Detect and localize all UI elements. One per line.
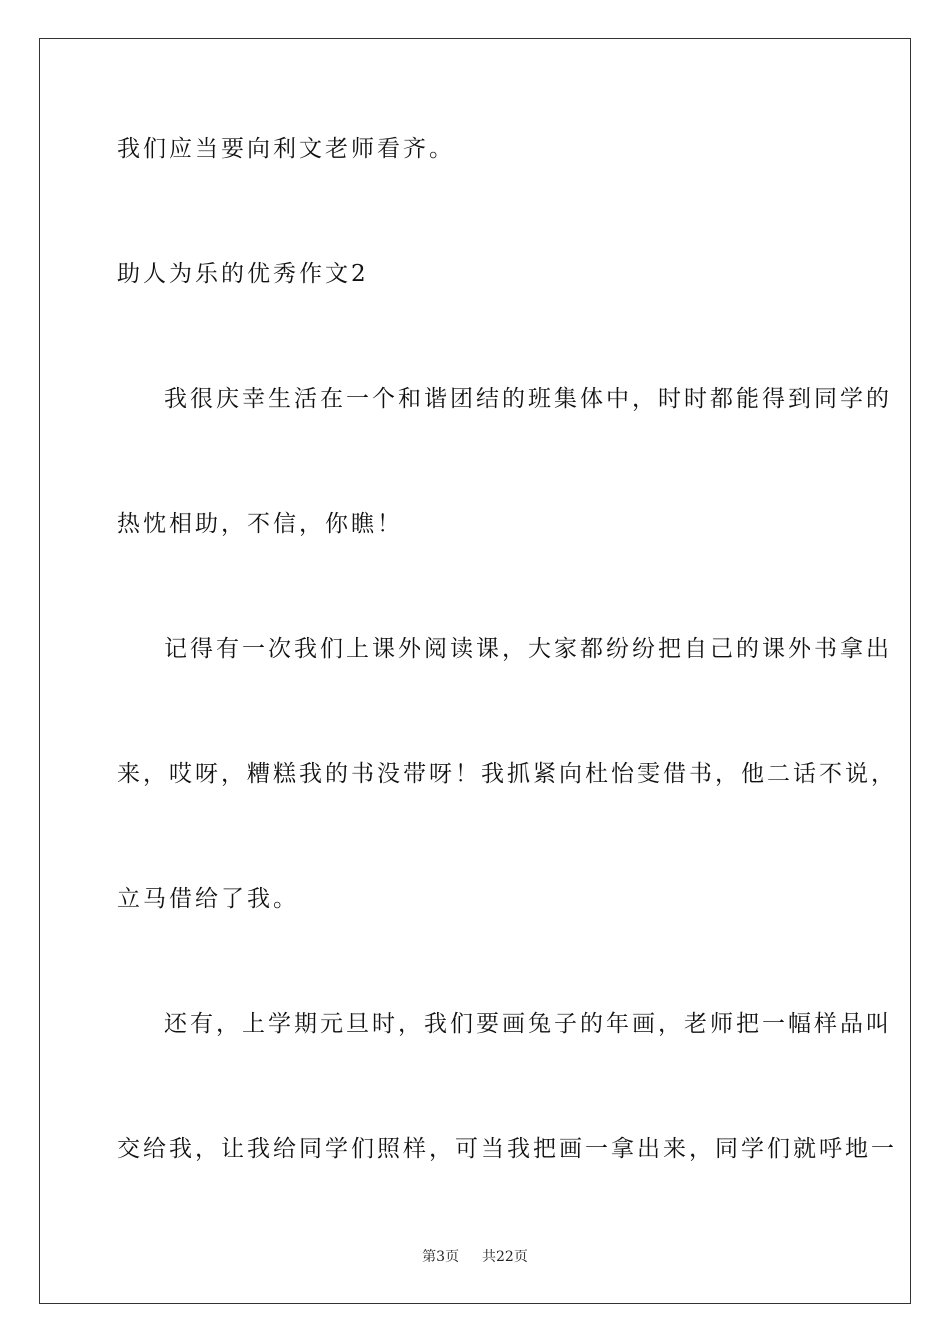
paragraph-line: 交给我，让我给同学们照样，可当我把画一拿出来，同学们就呼地一	[117, 1136, 897, 1162]
page-total: 共22页	[482, 1249, 528, 1265]
page-number: 第3页	[422, 1249, 460, 1265]
paragraph-line: 立马借给了我。	[117, 886, 299, 912]
paragraph-line: 热忱相助，不信，你瞧！	[117, 511, 403, 537]
page-border	[39, 38, 911, 1304]
page-footer	[0, 1248, 950, 1266]
paragraph-line: 还有，上学期元旦时，我们要画兔子的年画，老师把一幅样品叫	[164, 1011, 892, 1037]
paragraph-line: 我很庆幸生活在一个和谐团结的班集体中，时时都能得到同学的	[164, 386, 892, 412]
section-heading: 助人为乐的优秀作文2	[117, 261, 369, 287]
text-line: 我们应当要向利文老师看齐。	[117, 136, 455, 162]
paragraph-line: 来，哎呀，糟糕我的书没带呀！我抓紧向杜怡雯借书，他二话不说，	[117, 761, 897, 787]
paragraph-line: 记得有一次我们上课外阅读课，大家都纷纷把自己的课外书拿出	[164, 636, 892, 662]
